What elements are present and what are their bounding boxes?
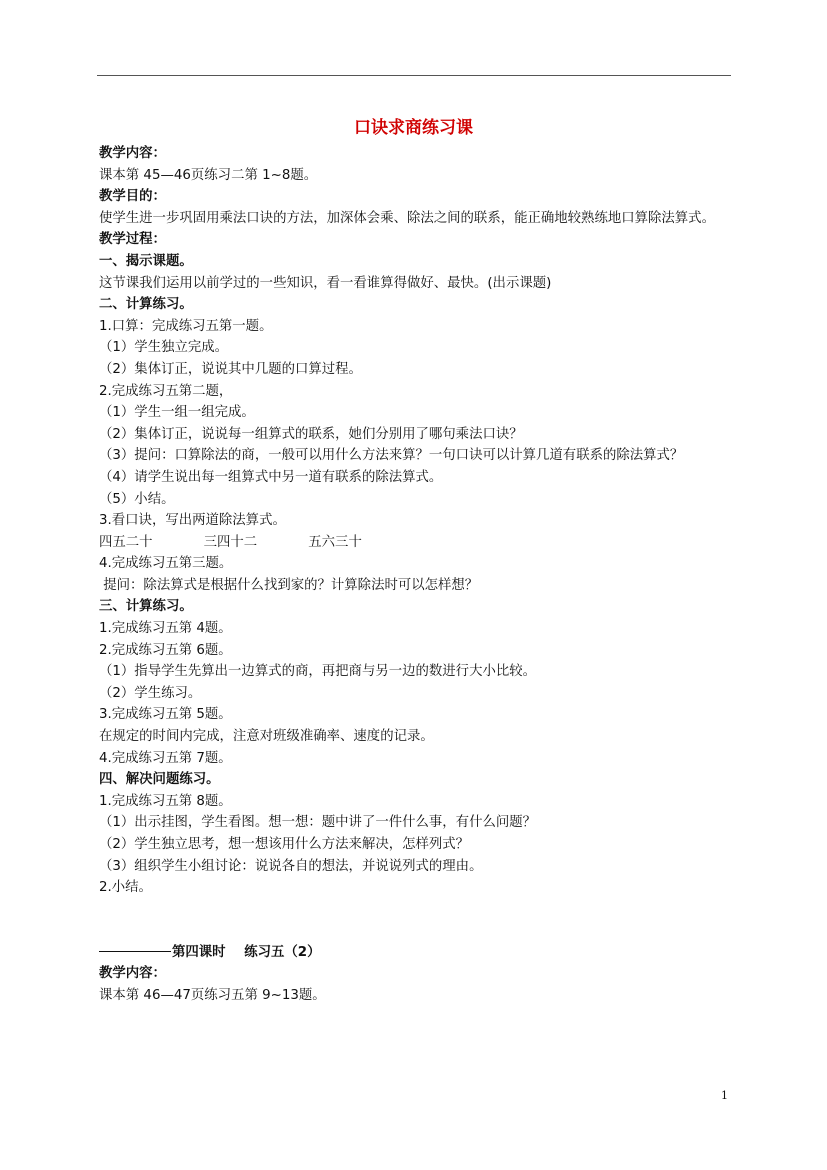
section-heading	[99, 769, 731, 791]
body-line	[99, 359, 731, 381]
line-text: 教学内容：	[99, 966, 166, 982]
line-text: 提问：除法算式是根据什么找到家的？计算除法时可以怎样想？	[99, 577, 479, 593]
body-line	[99, 661, 731, 683]
section-heading	[99, 596, 731, 618]
line-text: （2）集体订正，说说每一组算式的联系，她们分别用了哪句乘法口诀？	[99, 426, 523, 442]
section-heading	[99, 251, 731, 273]
body-line	[99, 985, 731, 1007]
line-text: 2.完成练习五第二题，	[99, 383, 233, 399]
line-text: 1.完成练习五第 4题。	[99, 621, 232, 637]
body-line	[99, 640, 731, 662]
line-text: 四五二十 三四十二 五六三十	[99, 534, 362, 550]
line-text: （2）学生独立思考，想一想该用什么方法来解决，怎样列式？	[99, 837, 470, 852]
line-text: （4）请学生说出每一组算式中另一道有联系的除法算式。	[99, 469, 443, 485]
line-text: （3）组织学生小组讨论：说说各自的想法，并说说列式的理由。	[99, 858, 483, 874]
line-text: （1）学生一组一组完成。	[99, 405, 255, 421]
body-line	[99, 704, 731, 726]
line-text: 4.完成练习五第三题。	[99, 556, 233, 572]
line-text: 这节课我们运用以前学过的一些知识，看一看谁算得做好、最快。(出示课题)	[99, 275, 552, 291]
line-text: 课本第 46—47页练习五第 9~13题。	[99, 987, 326, 1003]
body-line	[99, 791, 731, 813]
line-text: （2）集体订正，说说其中几题的口算过程。	[99, 361, 362, 377]
section-heading	[99, 963, 731, 985]
line-text: 四、解决问题练习。	[99, 772, 220, 788]
line-text: 1.口算：完成练习五第一题。	[99, 318, 273, 334]
line-text: 教学目的：	[99, 189, 166, 205]
line-text: 3.看口诀，写出两道除法算式。	[99, 513, 286, 529]
line-text: 课本第 45—46页练习二第 1~8题。	[99, 167, 318, 183]
line-text: 在规定的时间内完成，注意对班级准确率、速度的记录。	[99, 729, 434, 745]
line-text: 使学生进一步巩固用乘法口诀的方法，加深体会乘、除法之间的联系，能正确地较熟练地口算除法算式。	[99, 210, 715, 226]
body-line	[99, 618, 731, 640]
body-line	[99, 424, 731, 446]
body-line	[99, 381, 731, 403]
section-heading	[99, 942, 731, 964]
line-text: （3）提问：口算除法的商，一般可以用什么方法来算？一句口诀可以计算几道有联系的除法算式？	[99, 448, 684, 464]
body-line	[99, 316, 731, 338]
dash-rule	[99, 951, 171, 952]
body-line	[99, 575, 731, 597]
page-number: 1	[721, 1089, 728, 1102]
line-text: （1）学生独立完成。	[99, 340, 229, 356]
spacer	[99, 899, 731, 942]
line-text: 第四课时 练习五（2）	[172, 944, 321, 960]
body-line	[99, 532, 731, 554]
document-body	[99, 143, 731, 1007]
document-title: 口诀求商练习课	[354, 118, 473, 138]
body-line	[99, 726, 731, 748]
body-line	[99, 337, 731, 359]
line-text: 教学过程：	[99, 232, 166, 248]
line-text: 三、计算练习。	[99, 599, 193, 615]
body-line	[99, 553, 731, 575]
body-line	[99, 208, 731, 230]
section-heading	[99, 294, 731, 316]
body-line	[99, 812, 731, 834]
line-text: 2.完成练习五第 6题。	[99, 642, 232, 658]
header-rule	[97, 75, 731, 76]
line-text: 2.小结。	[99, 880, 152, 896]
section-heading	[99, 143, 731, 165]
line-text: （2）学生练习。	[99, 685, 202, 701]
line-text: 一、揭示课题。	[99, 253, 193, 269]
body-line	[99, 748, 731, 770]
line-text: （1）出示挂图，学生看图。想一想：题中讲了一件什么事，有什么问题？	[99, 815, 537, 831]
body-line	[99, 402, 731, 424]
body-line	[99, 877, 731, 899]
line-text: 1.完成练习五第 8题。	[99, 793, 232, 809]
line-text: 4.完成练习五第 7题。	[99, 750, 232, 766]
line-text: 二、计算练习。	[99, 297, 193, 313]
body-line	[99, 856, 731, 878]
line-text: 3.完成练习五第 5题。	[99, 707, 232, 723]
body-line	[99, 489, 731, 511]
body-line	[99, 467, 731, 489]
line-text: 教学内容：	[99, 146, 166, 161]
body-line	[99, 165, 731, 187]
section-heading	[99, 186, 731, 208]
body-line	[99, 683, 731, 705]
line-text: （5）小结。	[99, 491, 175, 507]
line-text: （1）指导学生先算出一边算式的商，再把商与另一边的数进行大小比较。	[99, 664, 537, 680]
body-line	[99, 834, 731, 856]
body-line	[99, 510, 731, 532]
section-heading	[99, 229, 731, 251]
body-line	[99, 445, 731, 467]
body-line	[99, 273, 731, 295]
